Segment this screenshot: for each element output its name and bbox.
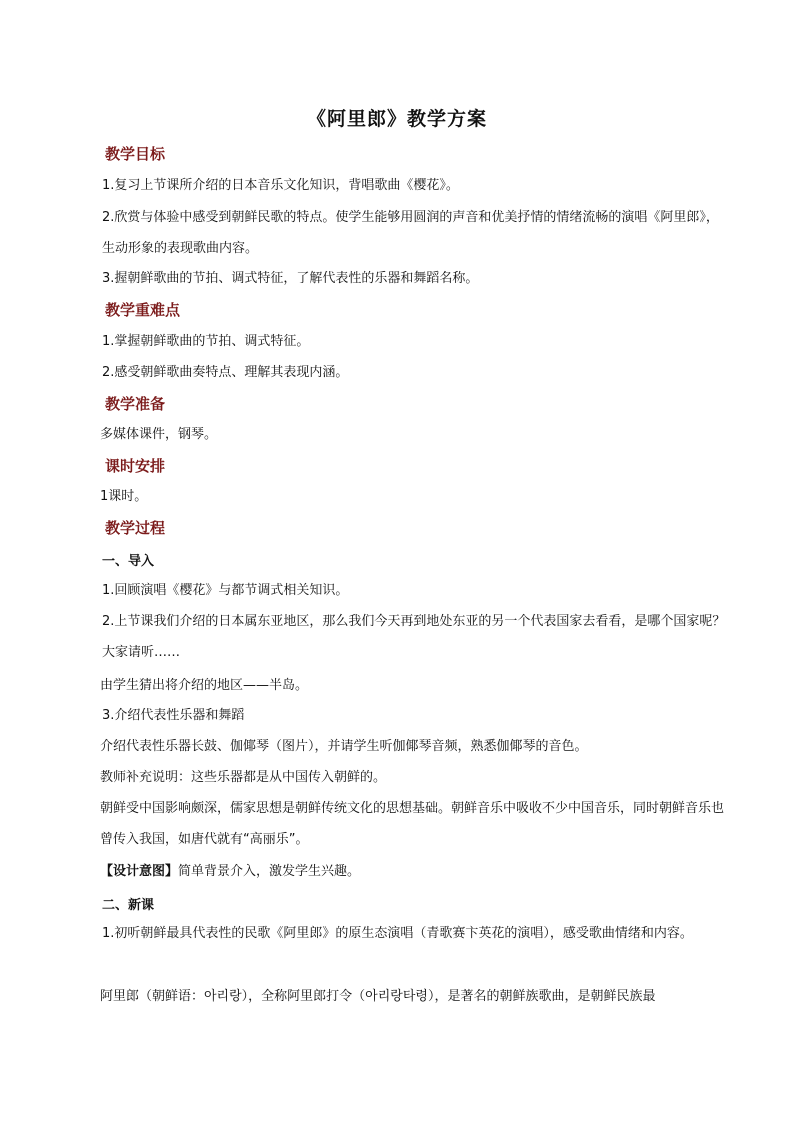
goal-item-3: 3.握朝鲜歌曲的节拍、调式特征，了解代表性的乐器和舞蹈名称。 [102, 271, 479, 286]
heading-teaching-goals: 教学目标 [105, 145, 166, 163]
intro-line-4: 3.介绍代表性乐器和舞蹈 [102, 708, 245, 723]
goal-item-1: 1.复习上节课所介绍的日本音乐文化知识，背唱歌曲《樱花》。 [102, 178, 459, 193]
heading-schedule: 课时安排 [105, 457, 166, 475]
design-intent-text: 简单背景介入，激发学生兴趣。 [178, 864, 361, 879]
subheading-intro: 一、导入 [102, 554, 155, 569]
document-title: 《阿里郎》教学方案 [306, 108, 487, 130]
intro-line-1: 1.回顾演唱《樱花》与都节调式相关知识。 [102, 583, 349, 598]
subheading-new-lesson: 二、新课 [102, 898, 155, 913]
new-lesson-line-2: 阿里郎（朝鲜语：아리랑），全称阿里郎打令（아리랑타령），是著名的朝鲜族歌曲，是朝鲜民族最 [100, 989, 656, 1004]
heading-process: 教学过程 [105, 519, 166, 537]
intro-line-7: 朝鲜受中国影响颇深，儒家思想是朝鲜传统文化的思想基础。朝鲜音乐中吸收不少中国音乐，同时朝鲜音乐也曾传入我国，如唐代就有“高丽乐”。 [100, 801, 725, 847]
key-point-2: 2.感受朝鲜歌曲奏特点、理解其表现内涵。 [102, 365, 349, 380]
intro-line-6: 教师补充说明：这些乐器都是从中国传入朝鲜的。 [100, 770, 387, 785]
schedule-text: 1课时。 [100, 489, 148, 504]
intro-line-2: 2.上节课我们介绍的日本属东亚地区，那么我们今天再到地处东亚的另一个代表国家去看看，是哪个国家呢？大家请听…… [102, 614, 726, 660]
heading-preparation: 教学准备 [105, 395, 166, 413]
key-point-1: 1.掌握朝鲜歌曲的节拍、调式特征。 [102, 334, 310, 349]
intro-line-5: 介绍代表性乐器长鼓、伽倻琴（图片），并请学生听伽倻琴音频，熟悉伽倻琴的音色。 [100, 739, 588, 754]
goal-item-2: 2.欣赏与体验中感受到朝鲜民歌的特点。使学生能够用圆润的声音和优美抒情的情绪流畅的演唱《阿里郎》，生动形象的表现歌曲内容。 [102, 210, 719, 256]
design-intent-label: 【设计意图】 [100, 864, 179, 879]
intro-line-3: 由学生猜出将介绍的地区——半岛。 [100, 678, 309, 693]
preparation-text: 多媒体课件，钢琴。 [100, 427, 218, 442]
heading-key-points: 教学重难点 [105, 301, 181, 319]
design-intent [100, 862, 360, 882]
new-lesson-line-1: 1.初听朝鲜最具代表性的民歌《阿里郎》的原生态演唱（青歌赛卞英花的演唱），感受歌曲情绪和内容。 [102, 926, 693, 941]
